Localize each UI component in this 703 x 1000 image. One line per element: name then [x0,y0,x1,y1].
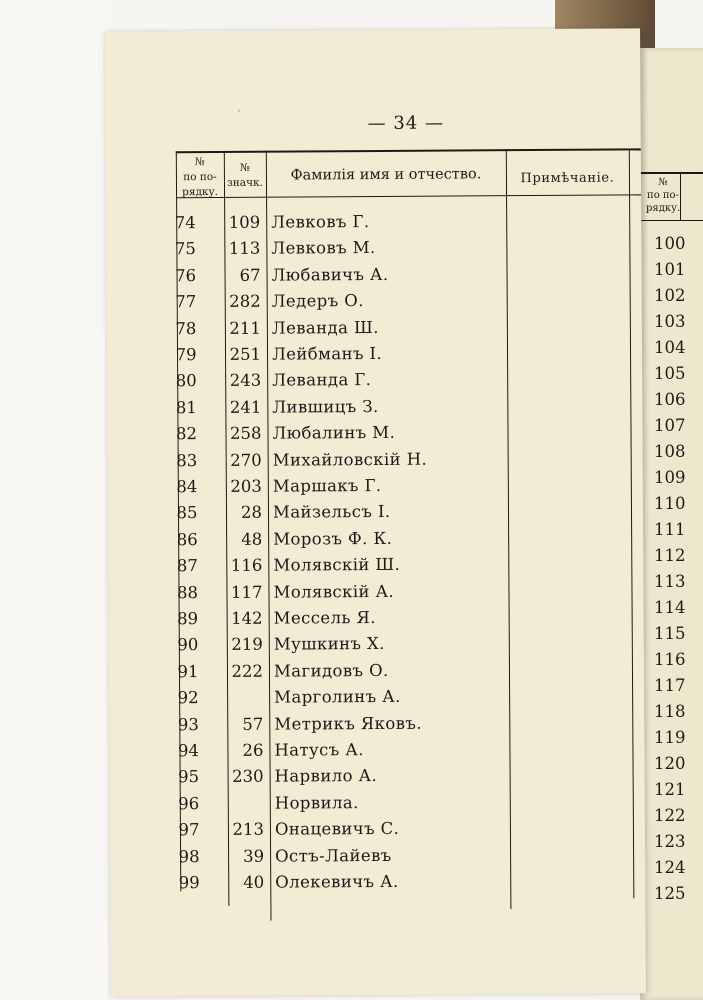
next-page-top-rule [640,172,703,174]
document-page [105,28,646,996]
full-name: Магидовъ О. [273,660,389,681]
next-page-header-line2: по по- [647,190,679,201]
table-row [106,210,641,239]
full-name: Любавичъ А. [271,264,389,285]
badge-number: 211 [229,318,261,338]
next-page-row-number: 103 [654,312,686,331]
badge-number: 258 [229,423,262,444]
row-number: 75 [174,239,196,259]
table-row [107,395,642,424]
next-page-row-number: 107 [654,416,686,435]
next-page-row-number: 102 [654,286,686,305]
full-name: Леванда Г. [272,370,372,391]
full-name: Олекевичъ А. [275,871,399,892]
next-page-row-number: 109 [654,468,686,487]
page-mark: ' [237,108,241,120]
row-number: 93 [177,714,199,734]
next-page-row-number: 100 [654,234,686,253]
row-number: 84 [176,477,198,497]
table-row [109,738,644,767]
badge-number: 219 [231,635,263,655]
row-number: 81 [175,397,197,418]
table-row [108,554,643,583]
full-name: Леванда Ш. [271,317,379,338]
full-name: Михайловскій Н. [272,449,428,470]
next-page-row-number: 113 [654,572,686,591]
badge-number: 203 [230,476,262,496]
table-row [109,712,644,741]
full-name: Лейбманъ І. [271,343,383,364]
row-number: 83 [176,450,198,470]
next-page-row-number: 115 [654,624,686,643]
header-badge-number [224,161,266,191]
next-page-row-number: 120 [654,754,686,773]
table-row [108,527,643,556]
next-page-row-number: 125 [654,884,686,903]
next-page-row-number: 118 [654,702,686,721]
badge-number: 222 [231,661,264,681]
row-number: 95 [178,767,200,787]
header-row-number-line1: № [194,156,205,169]
full-name: Мессель Я. [273,608,376,628]
full-name: Левковъ Г. [271,212,370,232]
table-row [108,474,643,503]
badge-number: 28 [240,503,263,523]
next-page-row-number: 110 [654,494,686,513]
full-name: Морозъ Ф. К. [273,528,393,549]
table-header-rule [176,194,641,198]
full-name: Остъ-Лайевъ [275,845,392,866]
next-page-header-line1: № [658,177,668,188]
row-number: 74 [174,213,196,233]
badge-number: 113 [228,239,261,259]
row-number: 85 [176,503,198,523]
row-number: 87 [176,556,198,576]
row-number: 92 [177,688,199,708]
badge-number: 213 [232,819,264,840]
table-row [109,606,644,635]
table-row [110,818,645,847]
table-row [108,501,643,530]
badge-number: 67 [239,265,261,285]
table-row [109,686,644,715]
next-page-row-number: 114 [654,598,686,617]
row-number: 89 [177,609,199,629]
badge-number: 230 [232,767,264,787]
row-number: 96 [178,793,200,814]
full-name: Натусъ А. [274,740,364,760]
table-row [107,316,642,345]
left-backdrop [0,0,108,1000]
next-page-col-rule [680,174,681,220]
table-row [107,290,642,319]
row-number: 77 [175,292,197,312]
badge-number: 116 [230,555,263,576]
full-name: Норвила. [274,792,359,813]
badge-number: 270 [230,450,262,470]
badge-number: 48 [241,529,263,549]
row-number: 91 [177,661,199,682]
next-page-row-number: 121 [654,780,686,799]
row-number: 86 [176,529,198,550]
next-page-row-number: 117 [654,676,686,695]
badge-number: 39 [243,846,265,866]
table-row [106,263,641,292]
next-page-row-number: 104 [654,338,686,357]
table-row [106,237,641,266]
full-name: Ледеръ О. [271,291,364,311]
header-row-number-line3: рядку. [182,185,219,199]
header-row-number [176,155,224,200]
next-page-row-number: 106 [654,390,686,409]
table-row [107,422,642,451]
table-row [109,659,644,688]
row-number: 79 [175,345,197,365]
next-page-row-number: 122 [654,806,686,825]
next-page-col-header [646,176,680,215]
next-page-row-number: 116 [654,650,686,669]
full-name: Маршакъ Г. [272,475,382,496]
badge-number: 40 [243,872,265,892]
page-number: — 34 — [367,112,445,135]
full-name: Майзельсъ І. [272,502,391,523]
badge-number: 142 [231,608,263,628]
table-row [108,580,643,609]
row-number: 90 [177,635,199,655]
table-row [110,870,645,899]
badge-number: 241 [229,397,262,417]
table-row [110,765,645,794]
table-row [110,791,645,820]
badge-number: 117 [230,582,263,602]
full-name: Метрикъ Яковъ. [274,713,422,734]
table-row [107,342,642,371]
full-name: Мушкинъ Х. [273,634,385,655]
full-name: Марголинъ А. [274,687,401,707]
table-row [108,448,643,477]
full-name: Молявскій Ш. [273,555,401,575]
full-name: Лившицъ З. [272,396,379,417]
next-page-fragment [640,48,703,1000]
full-name: Любалинъ М. [272,423,396,443]
header-row-number-line2: по по- [183,170,217,184]
header-badge-line2: значк. [227,176,263,189]
row-number: 99 [178,873,200,893]
badge-number: 251 [229,344,262,364]
row-number: 94 [177,741,200,761]
badge-number: 282 [229,291,261,312]
row-number: 82 [175,424,198,444]
header-badge-line1: № [239,161,250,174]
next-page-row-number: 108 [654,442,686,461]
next-page-row-number: 111 [654,520,686,539]
next-page-row-number: 123 [654,832,686,851]
next-page-header-line3: рядку. [646,203,681,214]
row-number: 78 [175,318,197,338]
full-name: Нарвило А. [274,766,378,787]
full-name: Онацевичъ С. [274,819,400,839]
table-top-rule [176,148,641,153]
next-page-row-number: 105 [654,364,686,383]
full-name: Молявскій А. [273,581,395,602]
table-row [110,844,645,873]
badge-number: 243 [229,371,262,391]
badge-number: 26 [242,740,264,760]
full-name: Левковъ М. [271,238,376,259]
badge-number: 57 [242,714,264,734]
next-page-row-number: 124 [654,858,686,877]
header-remarks: Примѣчаніе. [520,170,615,187]
next-page-header-rule [640,220,703,221]
row-number: 98 [178,846,200,866]
row-number: 88 [176,582,199,602]
next-page-row-number: 101 [654,260,686,279]
row-number: 76 [174,265,197,286]
row-number: 97 [178,820,200,840]
next-page-row-number: 119 [654,728,686,747]
header-full-name: Фамилія имя и отчество. [290,166,482,184]
table-row [109,633,644,662]
row-number: 80 [175,371,197,391]
table-row [107,369,642,398]
next-page-row-number: 112 [654,546,686,565]
badge-number: 109 [228,212,261,232]
